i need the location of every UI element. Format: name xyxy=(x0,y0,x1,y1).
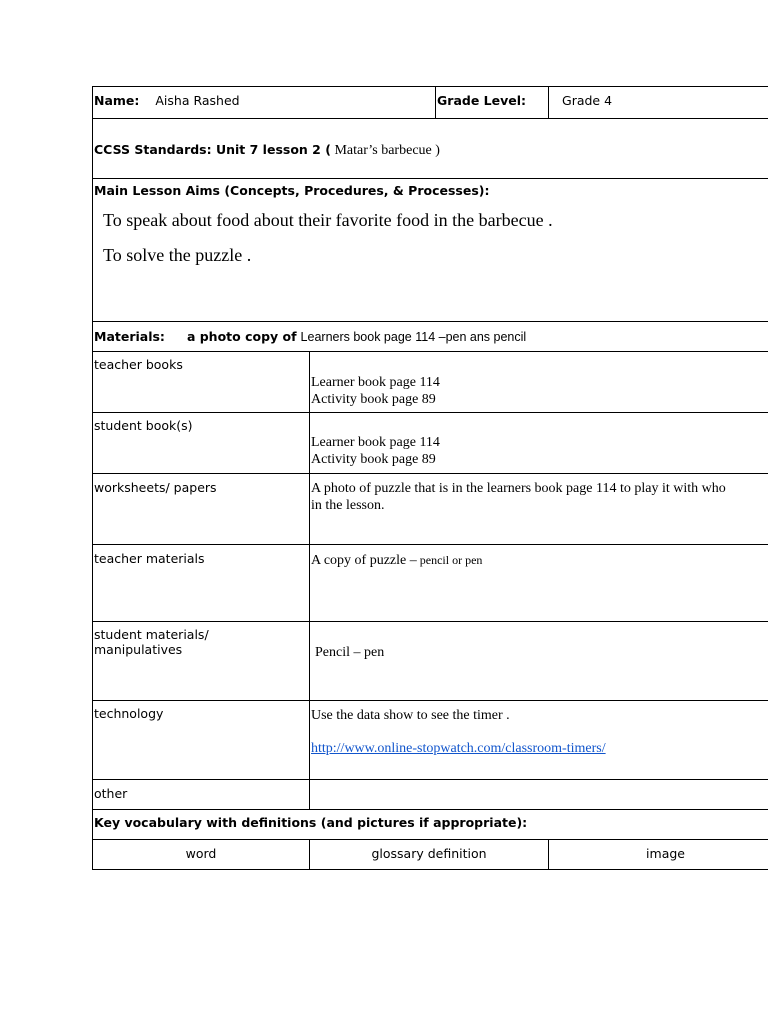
name-grade-row xyxy=(93,87,768,119)
materials-cell xyxy=(93,322,768,352)
grade-label: Grade Level: xyxy=(436,87,549,119)
student-materials-label-2: manipulatives xyxy=(94,642,183,657)
materials-value: Learners book page 114 –pen ans pencil xyxy=(300,330,527,344)
student-books-label: student book(s) xyxy=(93,413,310,474)
grade-value: Grade 4 xyxy=(549,87,768,119)
teacher-books-line-2: Activity book page 89 xyxy=(311,392,436,407)
technology-line-1: Use the data show to see the timer . xyxy=(311,708,510,723)
standards-label: CCSS Standards: Unit 7 lesson 2 ( xyxy=(94,142,331,157)
standards-value: Matar’s barbecue ) xyxy=(330,143,440,158)
student-materials-row xyxy=(93,622,768,701)
worksheets-line-2: in the lesson. xyxy=(311,498,385,513)
standards-cell xyxy=(93,119,768,179)
student-books-value xyxy=(310,413,768,474)
aims-label: Main Lesson Aims (Concepts, Procedures, & Processes): xyxy=(94,183,490,198)
student-books-line-2: Activity book page 89 xyxy=(311,452,436,467)
standards-row xyxy=(93,119,768,179)
teacher-materials-row xyxy=(93,545,768,622)
student-books-row xyxy=(93,413,768,474)
technology-row xyxy=(93,701,768,780)
vocab-row xyxy=(93,810,768,840)
worksheets-label: worksheets/ papers xyxy=(93,474,310,545)
materials-label: Materials: xyxy=(94,329,165,344)
vocab-col-image: image xyxy=(549,840,768,870)
other-label: other xyxy=(93,780,310,810)
teacher-books-line-1: Learner book page 114 xyxy=(311,375,440,390)
teacher-materials-value xyxy=(310,545,768,622)
aims-line-2: To solve the puzzle . xyxy=(103,245,252,265)
student-materials-label-1: student materials/ xyxy=(94,627,209,642)
lesson-plan-table xyxy=(92,86,768,870)
materials-row xyxy=(93,322,768,352)
other-value xyxy=(310,780,768,810)
materials-photo-copy: a photo copy of xyxy=(186,329,297,344)
technology-value xyxy=(310,701,768,780)
aims-cell xyxy=(93,179,768,322)
student-materials-label xyxy=(93,622,310,701)
aims-line-1: To speak about food about their favorite food in the barbecue . xyxy=(103,210,553,230)
teacher-books-label: teacher books xyxy=(93,352,310,413)
timer-link[interactable]: http://www.online-stopwatch.com/classroom-timers/ xyxy=(311,741,606,756)
technology-label: technology xyxy=(93,701,310,780)
teacher-materials-label: teacher materials xyxy=(93,545,310,622)
other-row xyxy=(93,780,768,810)
vocab-label: Key vocabulary with definitions (and pictures if appropriate): xyxy=(93,810,768,840)
teacher-books-row xyxy=(93,352,768,413)
student-books-line-1: Learner book page 114 xyxy=(311,435,440,450)
teacher-books-value xyxy=(310,352,768,413)
vocab-header-row xyxy=(93,840,768,870)
student-materials-value: Pencil – pen xyxy=(310,622,768,701)
teacher-materials-small: pencil or pen xyxy=(416,553,483,567)
worksheets-row xyxy=(93,474,768,545)
worksheets-line-1: A photo of puzzle that is in the learners book page 114 to play it with who xyxy=(311,481,726,496)
name-label: Name: xyxy=(94,93,140,108)
name-value: Aisha Rashed xyxy=(155,93,240,108)
vocab-col-word: word xyxy=(93,840,310,870)
name-cell xyxy=(93,87,436,119)
worksheets-value xyxy=(310,474,768,545)
aims-row xyxy=(93,179,768,322)
vocab-col-definition: glossary definition xyxy=(310,840,549,870)
teacher-materials-main: A copy of puzzle – xyxy=(311,553,417,568)
